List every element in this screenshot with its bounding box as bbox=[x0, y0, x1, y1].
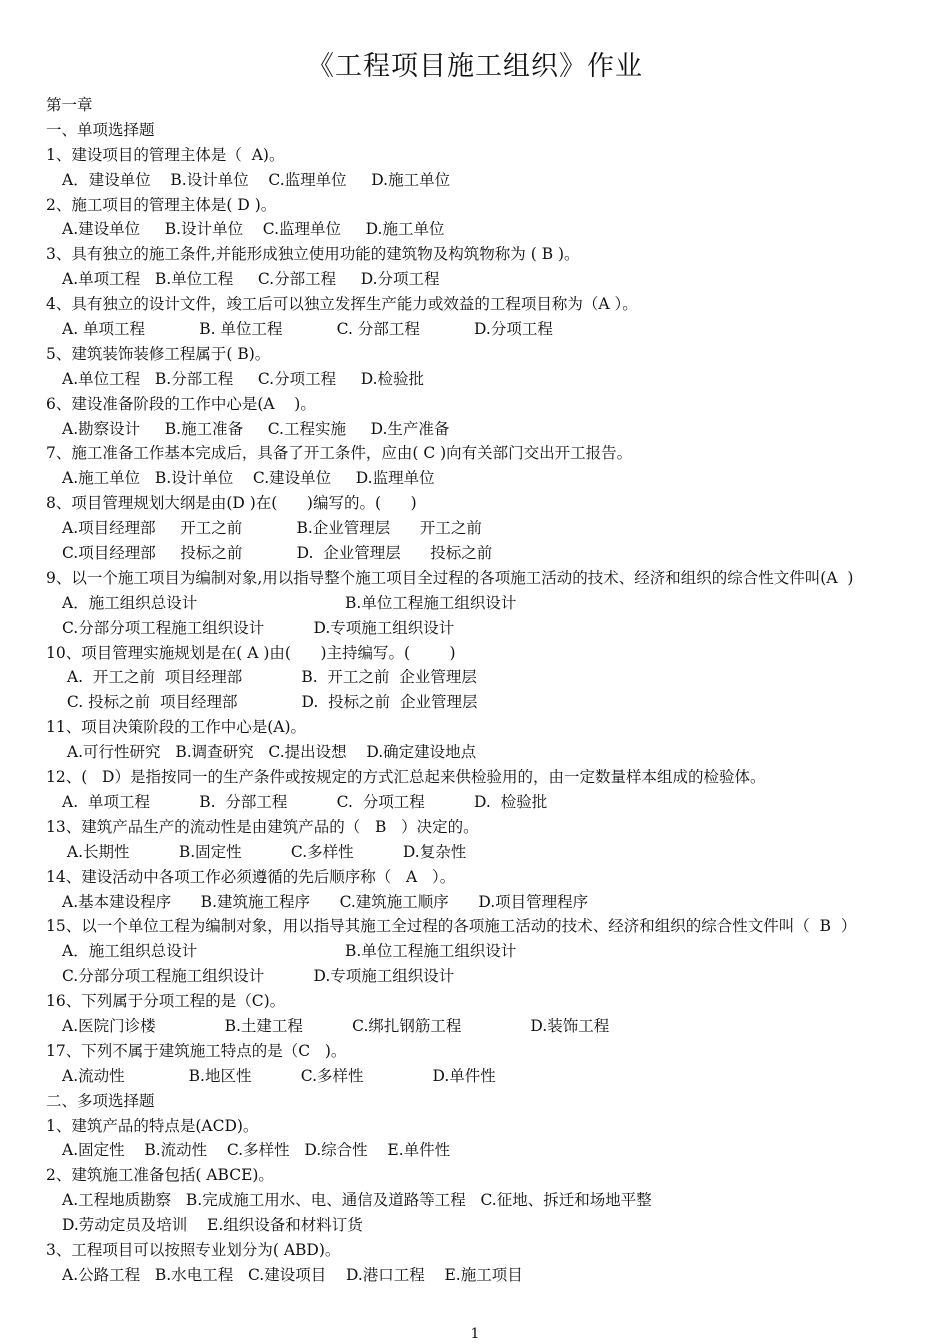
answer-options-line: A. 开工之前 项目经理部 B. 开工之前 企业管理层 bbox=[62, 668, 477, 687]
answer-options-line: A.可行性研究 B.调查研究 C.提出设想 D.确定建设地点 bbox=[62, 743, 477, 762]
answer-options-line: A. 单项工程 B. 单位工程 C. 分部工程 D.分项工程 bbox=[62, 320, 553, 339]
text-line: 2、施工项目的管理主体是( D )。 bbox=[46, 195, 277, 214]
document-body bbox=[46, 93, 926, 1288]
answer-options-line: A.基本建设程序 B.建筑施工程序 C.建筑施工顺序 D.项目管理程序 bbox=[62, 892, 589, 911]
answer-options-line: A.单位工程 B.分部工程 C.分项工程 D.检验批 bbox=[62, 369, 425, 388]
answer-options-line: A.工程地质勘察 B.完成施工用水、电、通信及道路等工程 C.征地、拆迁和场地平整 bbox=[62, 1191, 652, 1210]
text-line: 第一章 bbox=[46, 96, 93, 114]
text-line: 1、建筑产品的特点是(ACD)。 bbox=[46, 1116, 259, 1135]
text-line: 12、( D）是指按同一的生产条件或按规定的方式汇总起来供检验用的，由一定数量样本组成的检验体。 bbox=[46, 768, 766, 787]
text-line: 14、建设活动中各项工作必须遵循的先后顺序称（ A ）。 bbox=[46, 867, 456, 886]
text-line: 3、工程项目可以按照专业划分为( ABD)。 bbox=[46, 1240, 341, 1259]
answer-options-line: C.分部分项工程施工组织设计 D.专项施工组织设计 bbox=[62, 618, 455, 637]
answer-options-line: D.劳动定员及培训 E.组织设备和材料订货 bbox=[62, 1216, 363, 1235]
text-line: 1、建设项目的管理主体是（ A)。 bbox=[46, 145, 285, 164]
text-line: 13、建筑产品生产的流动性是由建筑产品的（ B ）决定的。 bbox=[46, 817, 479, 836]
text-line: 17、下列不属于建筑施工特点的是（C )。 bbox=[46, 1041, 347, 1060]
answer-options-line: C. 投标之前 项目经理部 D. 投标之前 企业管理层 bbox=[62, 693, 478, 712]
text-line: 8、项目管理规划大纲是由(D )在( )编写的。( ) bbox=[46, 494, 417, 513]
answer-options-line: A. 单项工程 B. 分部工程 C. 分项工程 D. 检验批 bbox=[62, 792, 548, 811]
text-line: 3、具有独立的施工条件,并能形成独立使用功能的建筑物及构筑物称为 ( B )。 bbox=[46, 245, 580, 264]
answer-options-line: A.固定性 B.流动性 C.多样性 D.综合性 E.单件性 bbox=[62, 1141, 451, 1160]
text-line: 11、项目决策阶段的工作中心是(A)。 bbox=[46, 718, 307, 737]
text-line: 5、建筑装饰装修工程属于( B)。 bbox=[46, 344, 271, 363]
answer-options-line: C.分部分项工程施工组织设计 D.专项施工组织设计 bbox=[62, 967, 455, 986]
answer-options-line: A．施工组织总设计 B.单位工程施工组织设计 bbox=[62, 942, 517, 961]
text-line: 6、建设准备阶段的工作中心是(A )。 bbox=[46, 394, 316, 413]
text-line: 16、下列属于分项工程的是（C)。 bbox=[46, 992, 286, 1011]
answer-options-line: A.流动性 B.地区性 C.多样性 D.单件性 bbox=[62, 1066, 496, 1085]
page-number: 1 bbox=[470, 1326, 480, 1342]
answer-options-line: A.医院门诊楼 B.土建工程 C.绑扎钢筋工程 D.装饰工程 bbox=[62, 1016, 610, 1035]
document-title: 《工程项目施工组织》作业 bbox=[307, 51, 643, 82]
answer-options-line: A.勘察设计 B.施工准备 C.工程实施 D.生产准备 bbox=[62, 419, 450, 438]
answer-options-line: A.项目经理部 开工之前 B.企业管理层 开工之前 bbox=[62, 519, 482, 538]
answer-options-line: A.施工单位 B.设计单位 C.建设单位 D.监理单位 bbox=[62, 469, 435, 488]
text-line: 一、单项选择题 bbox=[46, 120, 155, 139]
text-line: 二、多项选择题 bbox=[46, 1091, 155, 1110]
answer-options-line: A.长期性 B.固定性 C.多样性 D.复杂性 bbox=[62, 842, 467, 861]
answer-options-line: A.单项工程 B.单位工程 C.分部工程 D.分项工程 bbox=[62, 270, 440, 289]
text-line: 7、施工准备工作基本完成后，具备了开工条件，应由( C )向有关部门交出开工报告。 bbox=[46, 444, 633, 463]
answer-options-line: A．建设单位 B.设计单位 C.监理单位 D.施工单位 bbox=[62, 170, 451, 189]
text-line: 4、具有独立的设计文件，竣工后可以独立发挥生产能力或效益的工程项目称为（A ）。 bbox=[46, 295, 638, 314]
answer-options-line: A.建设单位 B.设计单位 C.监理单位 D.施工单位 bbox=[62, 220, 445, 239]
text-line: 2、建筑施工准备包括( ABCE)。 bbox=[46, 1166, 274, 1185]
answer-options-line: C.项目经理部 投标之前 D. 企业管理层 投标之前 bbox=[62, 544, 493, 563]
text-line: 10、项目管理实施规划是在( A )由( )主持编写。( ) bbox=[46, 643, 456, 662]
text-line: 9、以一个施工项目为编制对象,用以指导整个施工项目全过程的各项施工活动的技术、经济和组织的综合性文件叫(A ) bbox=[46, 568, 854, 587]
text-line: 15、以一个单位工程为编制对象，用以指导其施工全过程的各项施工活动的技术、经济和组织的综合性文件叫（ B ） bbox=[46, 917, 857, 936]
answer-options-line: A．施工组织总设计 B.单位工程施工组织设计 bbox=[62, 593, 517, 612]
answer-options-line: A.公路工程 B.水电工程 C.建设项目 D.港口工程 E.施工项目 bbox=[62, 1265, 523, 1284]
